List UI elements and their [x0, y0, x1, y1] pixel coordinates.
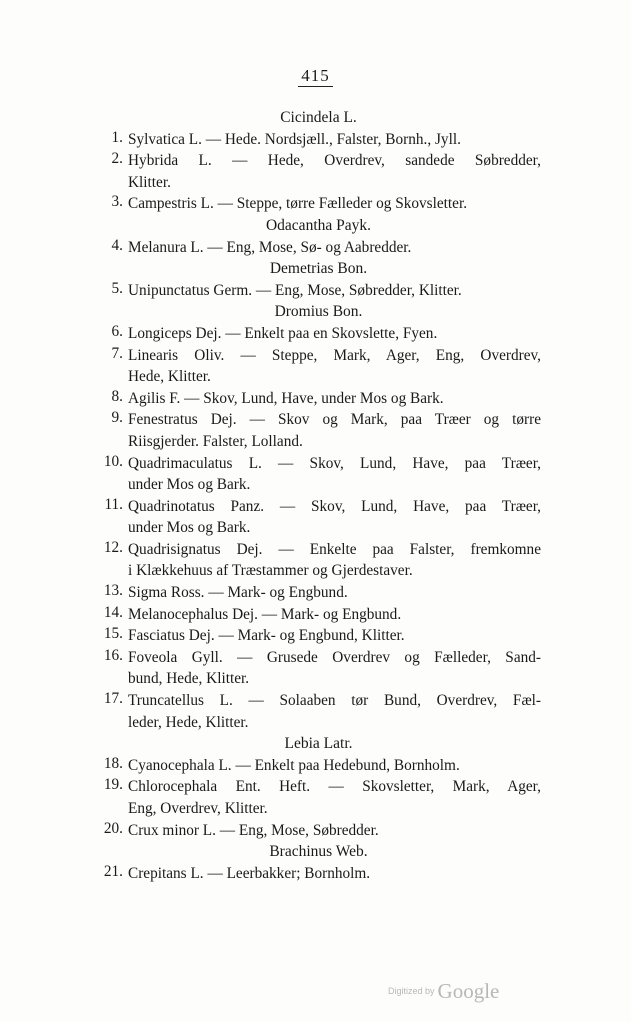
- species-entry: [96, 280, 541, 302]
- entry-number: 11.: [104, 495, 123, 513]
- entry-text-line: Melanura L. — Eng, Mose, Sø- og Aabredder.: [128, 238, 412, 256]
- entry-text-line: Chlorocephala Ent. Heft. — Skovsletter, Mark, Ager,: [128, 778, 541, 796]
- entry-text-line: under Mos og Bark.: [128, 476, 251, 494]
- species-entry: [96, 323, 541, 345]
- species-entry: [96, 582, 541, 604]
- entry-text-line: Fasciatus Dej. — Mark- og Engbund, Klitter.: [128, 627, 405, 645]
- entry-text-line: Longiceps Dej. — Enkelt paa en Skovslette, Fyen.: [128, 324, 438, 342]
- entry-text-line: Crepitans L. — Leerbakker; Bornholm.: [128, 864, 371, 882]
- entry-number: 12.: [103, 538, 123, 556]
- species-entry: [96, 755, 541, 777]
- entry-text-line: Foveola Gyll. — Grusede Overdrev og Fælleder, Sand-: [128, 648, 541, 666]
- entry-number: 4.: [111, 236, 123, 254]
- entry-text-line: Klitter.: [128, 173, 171, 191]
- entry-text-line: Unipunctatus Germ. — Eng, Mose, Søbredder, Klitter.: [128, 281, 462, 299]
- entry-text-line: under Mos og Bark.: [128, 519, 251, 537]
- page-number-text: 415: [298, 66, 333, 87]
- entry-text-line: Melanocephalus Dej. — Mark- og Engbund.: [128, 605, 402, 623]
- entry-text-line: Eng, Overdrev, Klitter.: [128, 800, 268, 817]
- species-entry: [96, 690, 541, 733]
- species-entry: [96, 625, 541, 647]
- species-entry: [96, 776, 541, 819]
- entry-text-line: leder, Hede, Klitter.: [128, 713, 249, 731]
- species-entry: [96, 345, 541, 388]
- species-entry: [96, 604, 541, 626]
- species-entry: [96, 647, 541, 690]
- entry-number: 8.: [111, 387, 123, 405]
- entry-number: 1.: [111, 128, 123, 146]
- page-number: [0, 66, 631, 86]
- entry-number: 21.: [103, 862, 123, 880]
- species-list: [96, 107, 541, 884]
- entry-text-line: Agilis F. — Skov, Lund, Have, under Mos og Bark.: [128, 389, 444, 407]
- species-entry: [96, 863, 541, 885]
- species-entry: [96, 388, 541, 410]
- entry-text-line: bund, Hede, Klitter.: [128, 670, 250, 688]
- entry-text-line: Hybrida L. — Hede, Overdrev, sandede Søbredder,: [128, 152, 541, 170]
- entry-number: 5.: [111, 279, 123, 297]
- entry-number: 16.: [103, 646, 123, 664]
- species-entry: [96, 496, 541, 539]
- species-entry: [96, 237, 541, 259]
- entry-number: 20.: [103, 819, 123, 837]
- entry-text-line: Cyanocephala L. — Enkelt paa Hedebund, Bornholm.: [128, 756, 460, 774]
- species-entry: [96, 193, 541, 215]
- entry-text-line: Quadrinotatus Panz. — Skov, Lund, Have, paa Træer,: [128, 497, 541, 515]
- genus-heading: Lebia Latr.: [284, 735, 353, 753]
- entry-text-line: Campestris L. — Steppe, tørre Fælleder og Skovsletter.: [128, 195, 468, 213]
- entry-text-line: Sigma Ross. — Mark- og Engbund.: [128, 584, 348, 602]
- species-entry: [96, 539, 541, 582]
- entry-text-line: Quadrisignatus Dej. — Enkelte paa Falster, fremkomne: [128, 540, 541, 558]
- species-entry: [96, 820, 541, 842]
- entry-number: 7.: [111, 344, 123, 362]
- entry-number: 18.: [103, 754, 123, 772]
- entry-text-line: Riisgjerder. Falster, Lolland.: [128, 432, 303, 450]
- entry-number: 15.: [103, 625, 123, 643]
- entry-number: 17.: [103, 690, 123, 708]
- entry-text-line: Crux minor L. — Eng, Mose, Søbredder.: [128, 821, 379, 839]
- species-entry: [96, 409, 541, 452]
- entry-text-line: Quadrimaculatus L. — Skov, Lund, Have, paa Træer,: [128, 454, 541, 472]
- entry-text-line: Truncatellus L. — Solaaben tør Bund, Overdrev, Fæl-: [128, 692, 541, 710]
- species-entry: [96, 150, 541, 193]
- entry-text-line: Linearis Oliv. — Steppe, Mark, Ager, Eng, Overdrev,: [128, 346, 541, 364]
- species-entry: [96, 453, 541, 496]
- google-logo-text: Google: [437, 978, 500, 1003]
- entry-number: 19.: [103, 776, 123, 794]
- entry-number: 6.: [111, 322, 123, 340]
- species-entry: [96, 129, 541, 151]
- watermark-prefix: Digitized by: [388, 986, 435, 996]
- genus-heading: Odacantha Payk.: [265, 216, 372, 234]
- genus-heading: Dromius Bon.: [274, 303, 363, 321]
- entry-number: 2.: [111, 150, 123, 168]
- genus-heading: Cicindela L.: [280, 109, 357, 126]
- genus-heading: Demetrias Bon.: [269, 260, 368, 278]
- genus-heading: Brachinus Web.: [269, 843, 368, 861]
- entry-number: 3.: [111, 193, 123, 211]
- entry-text-line: Hede, Klitter.: [128, 368, 211, 386]
- entry-text-line: Fenestratus Dej. — Skov og Mark, paa Træer og tørre: [128, 411, 541, 429]
- entry-number: 13.: [103, 582, 123, 600]
- digitized-by-google-watermark: [388, 976, 528, 1006]
- entry-number: 9.: [111, 409, 123, 427]
- entry-number: 10.: [103, 452, 123, 470]
- entry-text-line: i Klækkehuus af Træstammer og Gjerdestaver.: [128, 562, 413, 580]
- entry-number: 14.: [103, 603, 123, 621]
- entry-text-line: Sylvatica L. — Hede. Nordsjæll., Falster, Bornh., Jyll.: [128, 130, 461, 148]
